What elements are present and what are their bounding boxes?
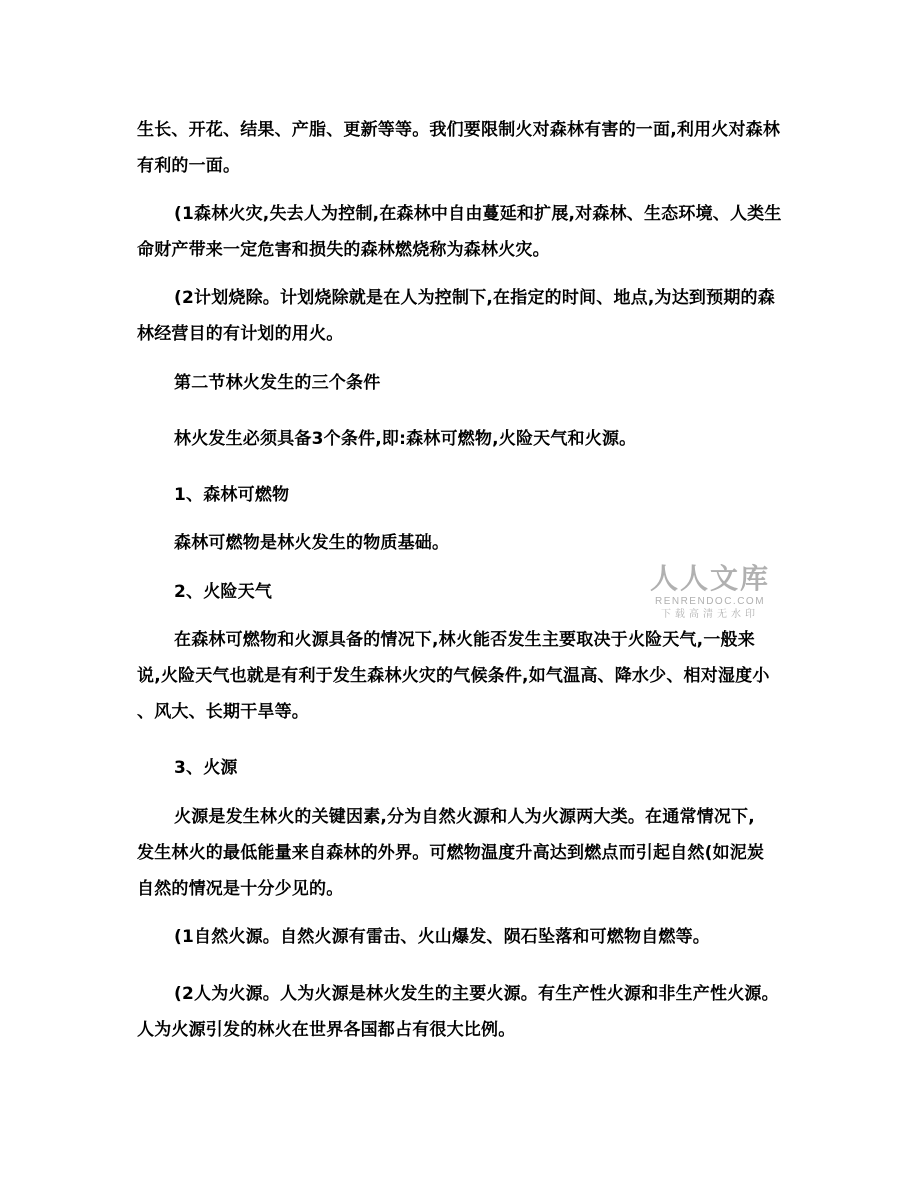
text-line: 在森林可燃物和火源具备的情况下,林火能否发生主要取决于火险天气,一般来 [174,630,755,650]
text-line: 生长、开花、结果、产脂、更新等等。我们要限制火对森林有害的一面,利用火对森林 [137,120,781,140]
text-line: 发生林火的最低能量来自森林的外界。可燃物温度升高达到燃点而引起自然(如泥炭 [137,843,765,863]
text-line: 说,火险天气也就是有利于发生森林火灾的气候条件,如气温高、降水少、相对湿度小 [137,666,770,686]
text-line: 人为火源引发的林火在世界各国都占有很大比例。 [137,1020,516,1040]
watermark-title: 人人文库 [649,562,770,595]
subheading: 3、火源 [174,758,238,778]
text-line: 、风大、长期干旱等。 [137,702,309,722]
section-heading: 第二节林火发生的三个条件 [174,373,381,393]
subheading: 1、森林可燃物 [174,485,290,505]
text-line: 自然的情况是十分少见的。 [137,879,344,899]
text-line: 有利的一面。 [137,156,241,176]
text-line: 森林可燃物是林火发生的物质基础。 [174,533,450,553]
watermark-subtitle: 下载高清无水印 [661,609,759,620]
text-line: (2人为火源。人为火源是林火发生的主要火源。有生产性火源和非生产性火源。 [174,984,779,1004]
text-line: 林火发生必须具备3个条件,即:森林可燃物,火险天气和火源。 [174,429,637,449]
watermark-url: RENRENDOC.COM [654,596,766,607]
text-line: (1森林火灾,失去人为控制,在森林中自由蔓延和扩展,对森林、生态环境、人类生 [174,204,782,224]
text-line: 火源是发生林火的关键因素,分为自然火源和人为火源两大类。在通常情况下, [174,807,755,827]
text-line: (1自然火源。自然火源有雷击、火山爆发、陨石坠落和可燃物自燃等。 [174,927,710,947]
subheading: 2、火险天气 [174,582,273,602]
text-line: 命财产带来一定危害和损失的森林燃烧称为森林火灾。 [137,240,550,260]
watermark [645,563,775,621]
text-line: 林经营目的有计划的用火。 [137,324,344,344]
text-line: (2计划烧除。计划烧除就是在人为控制下,在指定的时间、地点,为达到预期的森 [174,288,775,308]
